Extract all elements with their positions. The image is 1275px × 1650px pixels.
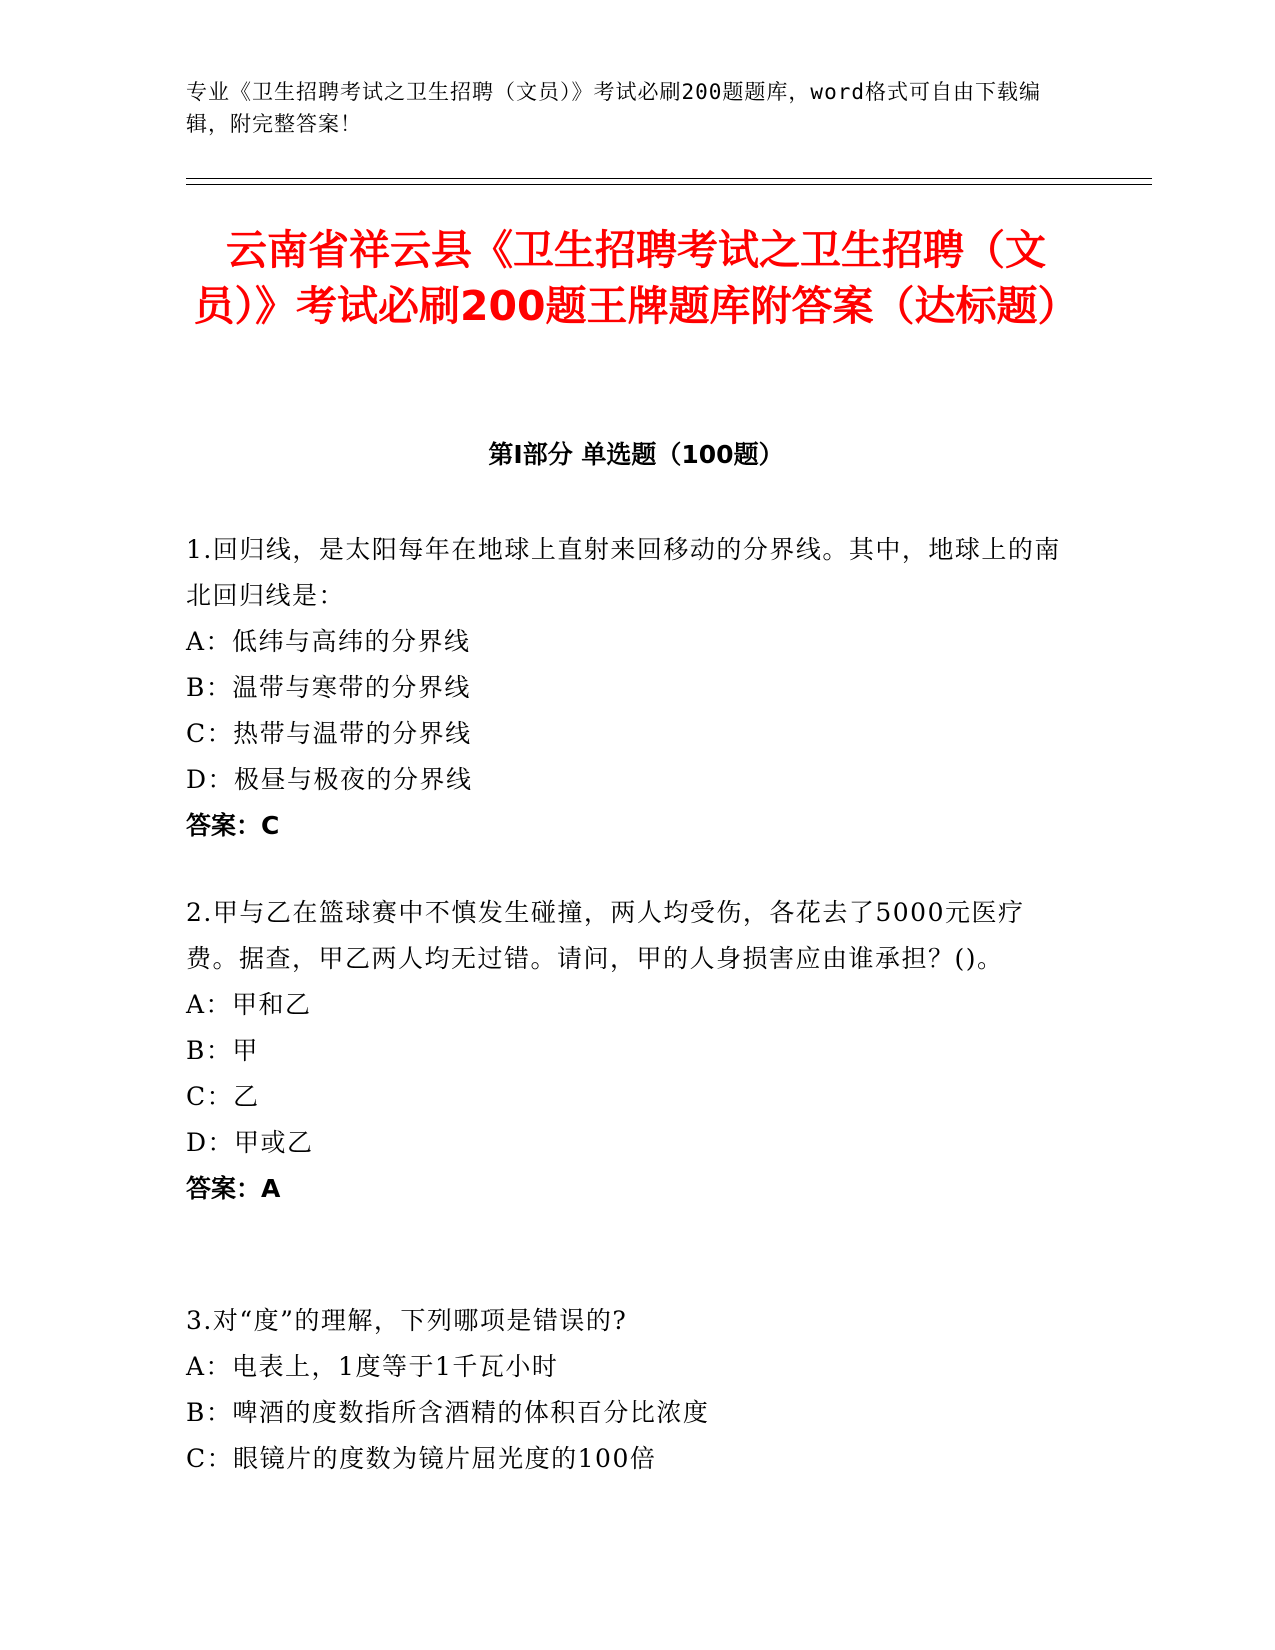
option-a: A：电表上，1度等于1千瓦小时 <box>186 1352 559 1381</box>
header-note: 专业《卫生招聘考试之卫生招聘（文员）》考试必刷200题题库，word格式可自由下载编辑，附完整答案！ <box>186 80 1041 136</box>
option-c: C：眼镜片的度数为镜片屈光度的100倍 <box>186 1444 657 1473</box>
question-1 <box>186 527 1066 849</box>
question-stem: 3.对“度”的理解，下列哪项是错误的? <box>186 1306 628 1335</box>
question-2 <box>186 890 1066 1212</box>
option-c: C：热带与温带的分界线 <box>186 719 472 748</box>
answer: 答案：A <box>186 1174 281 1203</box>
header-divider-bottom <box>186 184 1152 185</box>
header-divider-top <box>186 178 1152 179</box>
option-d: D：甲或乙 <box>186 1128 314 1157</box>
option-b: B：啤酒的度数指所含酒精的体积百分比浓度 <box>186 1398 710 1427</box>
option-b: B：甲 <box>186 1036 259 1065</box>
option-a: A：低纬与高纬的分界线 <box>186 627 471 656</box>
option-c: C：乙 <box>186 1082 260 1111</box>
document-title: 云南省祥云县《卫生招聘考试之卫生招聘（文员）》考试必刷200题王牌题库附答案（达标题） <box>193 226 1079 330</box>
option-b: B：温带与寒带的分界线 <box>186 673 471 702</box>
question-stem: 2.甲与乙在篮球赛中不慎发生碰撞，两人均受伤，各花去了5000元医疗费。据查，甲乙两人均无过错。请问，甲的人身损害应由谁承担？()。 <box>186 898 1025 973</box>
question-stem: 1.回归线，是太阳每年在地球上直射来回移动的分界线。其中，地球上的南北回归线是： <box>186 535 1061 610</box>
option-d: D：极昼与极夜的分界线 <box>186 765 473 794</box>
section-heading: 第I部分 单选题（100题） <box>488 440 784 469</box>
option-a: A：甲和乙 <box>186 990 312 1019</box>
question-3 <box>186 1298 1066 1482</box>
answer: 答案：C <box>186 811 280 840</box>
